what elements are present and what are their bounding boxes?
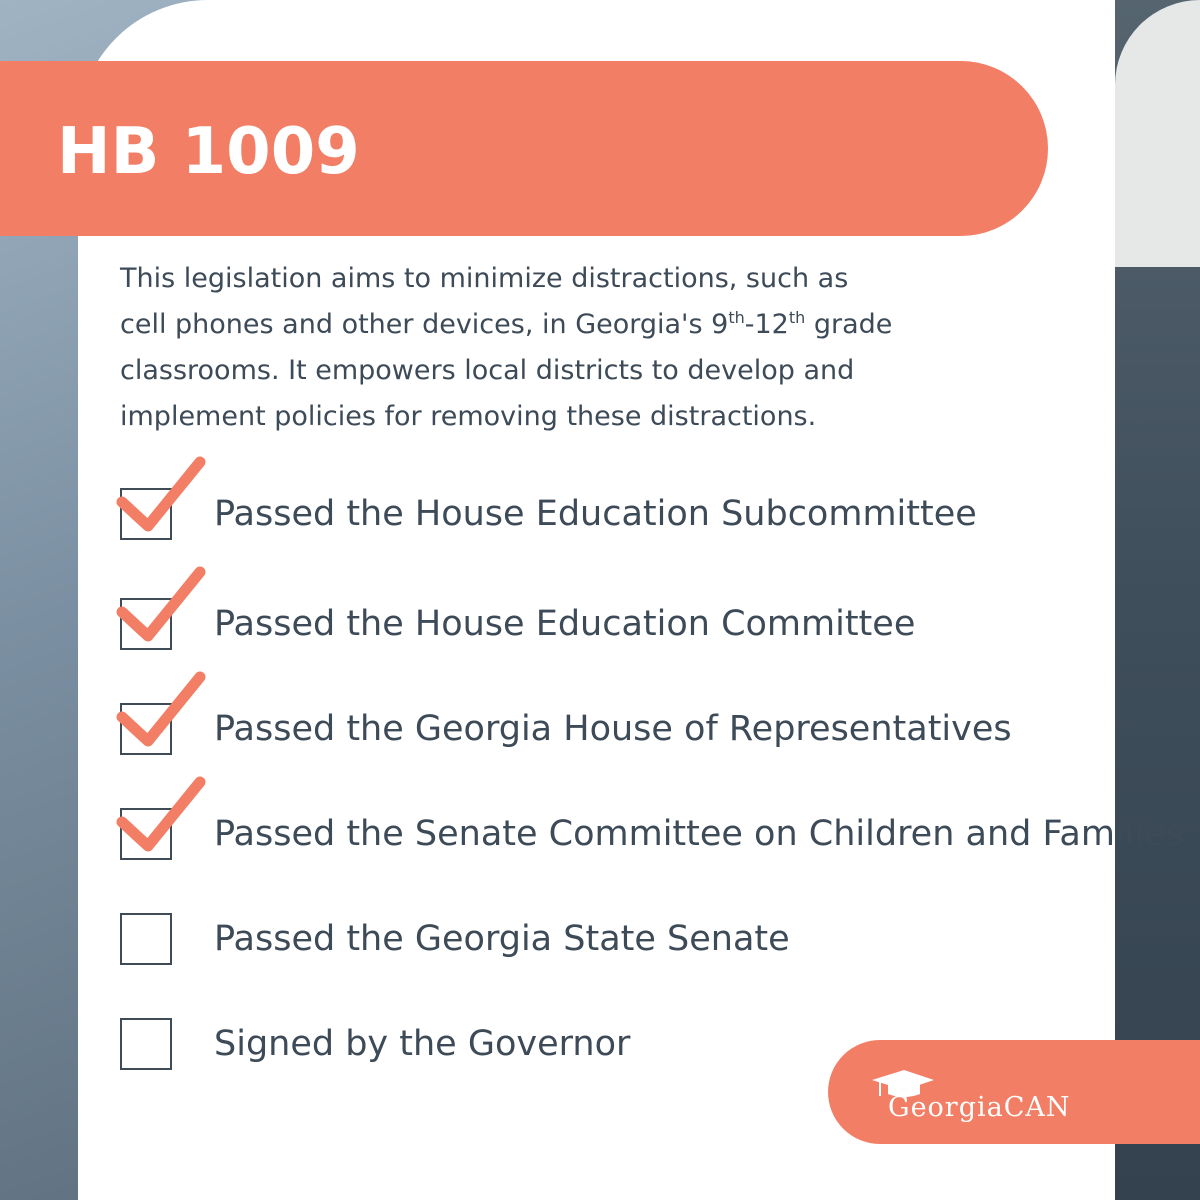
checklist-label: Signed by the Governor [214, 1024, 631, 1064]
checkmark-icon [116, 665, 206, 755]
checklist-label: Passed the Georgia House of Representatives [214, 709, 1012, 749]
checklist-label: Passed the Georgia State Senate [214, 919, 790, 959]
description-line-4: implement policies for removing these distractions. [120, 401, 817, 432]
bill-title: HB 1009 [57, 115, 360, 189]
superscript-th-2: th [788, 308, 806, 327]
checklist-label: Passed the Senate Committee on Children and Families [214, 814, 1184, 854]
checkmark-icon [116, 450, 206, 540]
description-line-2c: grade [805, 309, 893, 340]
description-line-1: This legislation aims to minimize distractions, such as [120, 263, 849, 294]
description-line-3: classrooms. It empowers local districts to develop and [120, 355, 855, 386]
gray-arch-decoration [1115, 0, 1200, 267]
checklist-label: Passed the House Education Subcommittee [214, 494, 977, 534]
checkbox[interactable] [120, 913, 172, 965]
checklist-label: Passed the House Education Committee [214, 604, 916, 644]
checkmark-icon [116, 560, 206, 650]
description-line-2b: -12 [744, 309, 789, 340]
description-line-2a: cell phones and other devices, in Georgia's 9 [120, 309, 729, 340]
checkmark-icon [116, 770, 206, 860]
checkbox[interactable] [120, 1018, 172, 1070]
bill-description [120, 256, 1020, 440]
logo-wordmark: GeorgiaCAN [888, 1092, 1071, 1123]
superscript-th-1: th [728, 308, 745, 327]
